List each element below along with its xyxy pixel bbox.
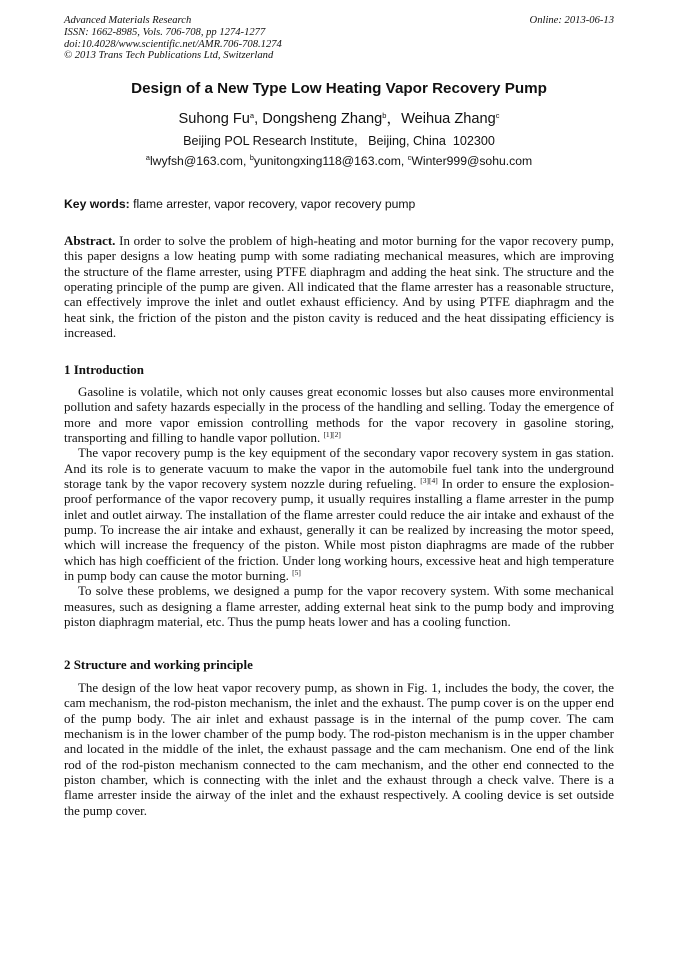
online-date: Online: 2013-06-13 — [529, 15, 614, 26]
section-body-introduction — [64, 384, 614, 630]
paragraph-text: To solve these problems, we designed a pump for the vapor recovery system. With some mechanical measures, such as designing a flame arrester, adding external heat sink to the pump body and improving piston diaphragm material, etc. Thus the pump heats lower and has a cooling function. — [64, 583, 614, 630]
affiliation: Beijing POL Research Institute, Beijing, China 102300 — [183, 134, 495, 148]
author-mark: c — [495, 111, 500, 120]
section-heading: 2 Structure and working principle — [64, 657, 253, 672]
paragraph-text: Gasoline is volatile, which not only causes great economic losses but also causes more environmental pollution and safety hazards especially in the process of the handling and selling. Today the emergence of more and more vapor emission controlling methods for the vapor recovery in gasoline storing, transporting and filling to handle vapor pollution. — [64, 384, 614, 446]
paragraph — [64, 384, 614, 445]
email-separator: , — [242, 154, 250, 168]
author-separator: , — [254, 111, 263, 127]
author-separator: ， — [386, 111, 402, 127]
email-link[interactable]: lwyfsh@163.com — [149, 154, 243, 168]
author-name: Dongsheng Zhang — [262, 111, 383, 127]
email-list — [0, 154, 678, 168]
email-link[interactable]: yunitongxing118@163.com — [253, 154, 401, 168]
email-mark: a — [145, 153, 150, 162]
author-list — [0, 107, 678, 128]
author-mark: a — [249, 111, 255, 120]
journal-issn: ISSN: 1662-8985, Vols. 706-708, pp 1274-1277 — [64, 26, 266, 38]
email-separator: , — [400, 154, 408, 168]
author-name: Suhong Fu — [178, 111, 250, 127]
abstract-text: In order to solve the problem of high-heating and motor burning for the vapor recovery pump, this paper designs a low heating pump with some radiating mechanical measures, which are improving the structure of the flame arrester, using PTFE diaphragm and adding the heat sink. The structure and the operating principle of the pump are given. All indicated that the flame arrester has a reasonable structure, can effectively improve the inlet and outlet exhaust efficiency. And by using PTFE diaphragm and the heat sink, the friction of the piston and the piston cavity is reduced and the heat dissipating efficiency is increased. — [64, 233, 614, 341]
paper-title: Design of a New Type Low Heating Vapor Recovery Pump — [131, 80, 547, 97]
journal-header — [64, 15, 282, 62]
paragraph — [64, 680, 614, 818]
section-heading: 1 Introduction — [64, 362, 144, 377]
keywords-label: Key words: — [64, 197, 130, 211]
journal-doi: doi:10.4028/www.scientific.net/AMR.706-708.1274 — [64, 38, 282, 50]
paragraph-text: The design of the low heat vapor recovery pump, as shown in Fig. 1, includes the body, the cover, the cam mechanism, the rod-piston mechanism, the inlet and the exhaust. The pump cover is on the upper end of the pump body. The air inlet and exhaust passage is in the internal of the pump cover. The cam mechanism is in the lower chamber of the pump body. The rod-piston mechanism is in the upper chamber and located in the middle of the inlet, the exhaust passage and the cam mechanism. One end of the link rod of the rod-piston mechanism connected to the cam mechanism, and the other end connected to the piston chamber, which is connecting with the inlet and the exhaust through a check valve. There is a flame arrester inside the airway of the inlet and the exhaust respectively. A cooling device is set outside the pump cover. — [64, 680, 614, 818]
keywords — [64, 197, 415, 211]
citation: [1][2] — [323, 430, 341, 440]
paragraph — [64, 583, 614, 629]
email-link[interactable]: Winter999@sohu.com — [411, 154, 533, 168]
citation: [3][4] — [420, 476, 438, 486]
author-mark: b — [382, 111, 387, 120]
abstract — [64, 233, 614, 340]
paragraph-text: The vapor recovery pump is the key equipment of the secondary vapor recovery system in gas station. And its role is to generate vacuum to make the vapor in the automobile fuel tank into the underground storage tank by the vapor recovery system nozzle during refueling. — [64, 445, 614, 492]
journal-name: Advanced Materials Research — [64, 15, 192, 26]
author-name: Weihua Zhang — [401, 111, 496, 127]
paragraph-text: In order to ensure the explosion-proof performance of the vapor recovery pump, it usually requires installing a flame arrester in the pump inlet and outlet airway. The installation of the flame arrester could reduce the air intake and exhaust of the pump. To increase the air intake and exhaust, generally it can be realized by increasing the motor speed, which will increase the frequency of the piston. While most piston diaphragms are made of the rubber which has high coefficient of the friction. Under long working hours, excessive heat and high temperature in pump body can cause the motor burning. — [64, 476, 614, 584]
email-mark: b — [249, 153, 254, 162]
journal-copyright: © 2013 Trans Tech Publications Ltd, Switzerland — [64, 50, 274, 62]
email-mark: c — [407, 153, 412, 162]
section-body-structure — [64, 680, 614, 818]
abstract-label: Abstract. — [64, 233, 116, 248]
paragraph — [64, 445, 614, 583]
citation: [5] — [292, 568, 301, 578]
keywords-text: flame arrester, vapor recovery, vapor recovery pump — [129, 197, 416, 211]
